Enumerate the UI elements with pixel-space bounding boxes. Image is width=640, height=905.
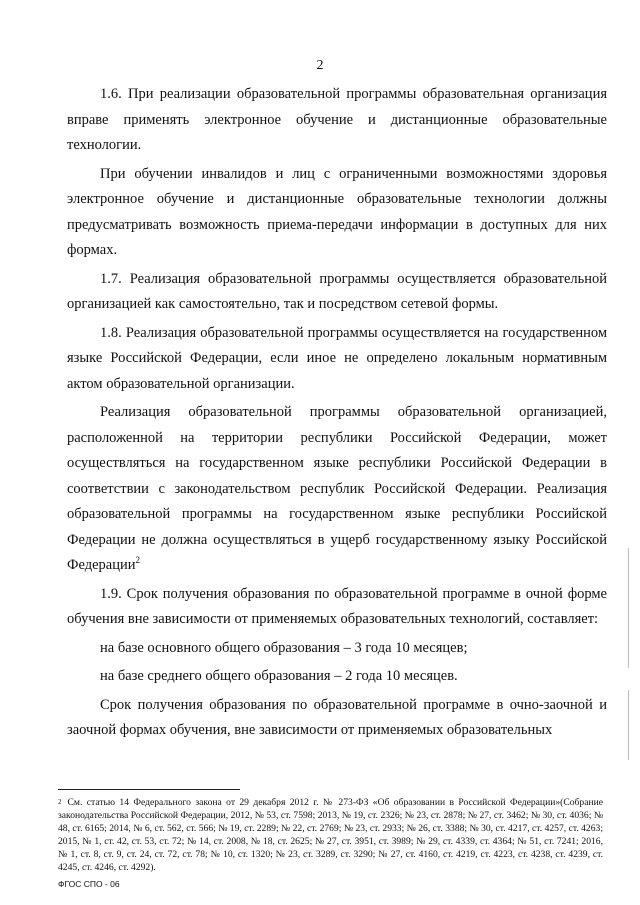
scan-margin-line bbox=[628, 548, 629, 668]
paragraph-1-6: 1.6. При реализации образовательной программы образовательная организация вправе применять электронное обучение и дистанционные образовательные технологии. bbox=[67, 86, 607, 153]
paragraph-1-8: 1.8. Реализация образовательной программы осуществляется на государственном языке Российской Федерации, если иное не определено локальным нормативным актом образовательной организации. bbox=[67, 324, 607, 392]
page-number: 2 bbox=[316, 58, 324, 73]
footnote-separator bbox=[58, 789, 240, 790]
paragraph-1-9: 1.9. Срок получения образования по образовательной программе в очной форме обучения вне зависимости от применяемых образовательных технологий, составляет: bbox=[67, 585, 607, 627]
paragraph-1-7: 1.7. Реализация образовательной программы осуществляется образовательной организацией как самостоятельно, так и посредством сетевой формы. bbox=[67, 270, 607, 312]
scan-margin-line bbox=[628, 690, 629, 760]
paragraph-part-time-term: Срок получения образования по образовательной программе в очно-заочной и заочной формах обучения, вне зависимости от применяемых образовательных bbox=[67, 696, 607, 738]
paragraph-republic-language bbox=[67, 400, 607, 579]
paragraph-secondary-education-term: на базе среднего общего образования – 2 года 10 месяцев. bbox=[100, 668, 458, 684]
paragraph-republic-language-text: Реализация образовательной программы образовательной организацией, расположенной на территории республики Российской Федерации, может осуществляться на государственном языке республики Российской Федерации в соответствии с законодательством республик Российской Федерации. Реализация образовательной программы на государственном языке республики Российской Федерации не должна осуществляться в ущерб государственному языку Российской Федерации bbox=[67, 404, 607, 573]
paragraph-basic-education-term: на базе основного общего образования – 3 года 10 месяцев; bbox=[100, 639, 468, 656]
paragraph-disabled-persons: При обучении инвалидов и лиц с ограниченными возможностями здоровья электронное обучение и дистанционные образовательные технологии должны предусматривать возможность приема-передачи информации в доступных для них формах. bbox=[67, 165, 607, 258]
body-text bbox=[67, 82, 607, 744]
footnote bbox=[58, 796, 603, 874]
footnote-number: 2 bbox=[58, 798, 62, 806]
footnote-reference[interactable]: 2 bbox=[135, 555, 140, 566]
footer-code: ФГОС СПО - 06 bbox=[58, 879, 120, 889]
footnote-text: См. статью 14 Федерального закона от 29 декабря 2012 г. № 273-ФЗ «Об образовании в Российской Федерации»(Собрание законодательства Российской Федерации, 2012, № 53, ст. 7598; 2013, № 19, ст. 2326; № 23, ст. 2878; № 27, ст. 3462; № 30, ст. 4036; № 48, ст. 6165; 2014, № 6, ст. 562, ст. 566; № 19, ст. 2289; № 22, ст. 2769; № 23, ст. 2933; № 26, ст. 3388; № 30, ст. 4217, ст. 4257, ст. 4263; 2015, № 1, ст. 42, ст. 53, ст. 72; № 14, ст. 2008, № 18, ст. 2625; № 27, ст. 3951, ст. 3989; № 29, ст. 4339, ст. 4364; № 51, ст. 7241; 2016, № 1, ст. 8, ст. 9, ст. 24, ст. 72, ст. 78; № 10, ст. 1320; № 23, ст. 3289, ст. 3290; № 27, ст. 4160, ст. 4219, ст. 4223, ст. 4238, ст. 4239, ст. 4245, ст. 4246, ст. 4292). bbox=[58, 797, 603, 873]
